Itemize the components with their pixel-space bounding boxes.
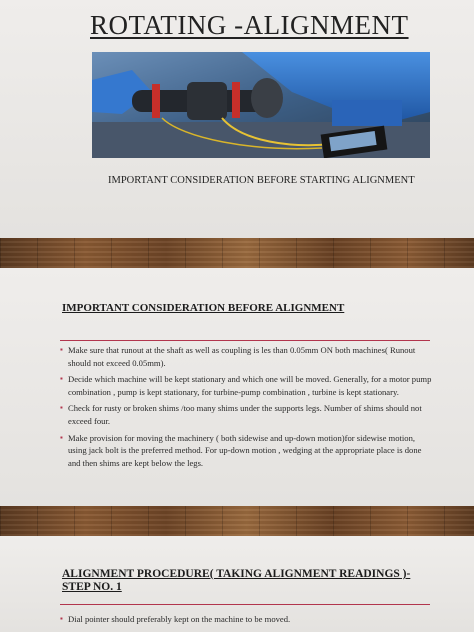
slide-1 [0,0,474,238]
list-item: ▪ Check for rusty or broken shims /too many shims under the supports legs. Number of shims should not exceed four. [60,403,422,426]
bullet-icon: ▪ [60,374,63,384]
bullet-icon: ▪ [60,432,63,442]
alignment-photo [92,52,430,158]
slide-heading: IMPORTANT CONSIDERATION BEFORE ALIGNMENT [62,302,345,314]
list-item: ▪ Make provision for moving the machinery ( both sidewise and up-down motion)for sidewise motion, using jack bolt is the preferred method. For up-down motion , wedging at the appropriate place is done and then shims are kept below the legs. [60,432,422,468]
slide-2 [0,268,474,506]
list-item: ▪ Make sure that runout at the shaft as well as coupling is les than 0.05mm ON both machines( Runout should not exceed 0.05mm). [60,345,416,368]
slide-title: ROTATING -ALIGNMENT [90,10,409,40]
list-item: ▪ Decide which machine will be kept stationary and which one will be moved. Generally, for a motor pump combination , pump is kept stationary, for turbine-pump combination , turbine is kept stationary. [60,374,432,397]
bullet-list [60,344,432,473]
list-item: ▪ Dial pointer should preferably kept on the machine to be moved. [60,614,291,624]
wood-divider [0,506,474,536]
slide-subtitle: IMPORTANT CONSIDERATION BEFORE STARTING ALIGNMENT [108,175,415,186]
bullet-icon: ▪ [60,614,63,623]
bullet-icon: ▪ [60,403,63,413]
accent-rule [60,604,430,605]
bullet-icon: ▪ [60,345,63,354]
machinery-illustration [92,52,430,158]
wood-divider [0,238,474,268]
slide-heading: ALIGNMENT PROCEDURE( TAKING ALIGNMENT READINGS )-STEP NO. 1 [62,568,411,593]
slide-3 [0,536,474,632]
accent-rule [60,340,430,341]
